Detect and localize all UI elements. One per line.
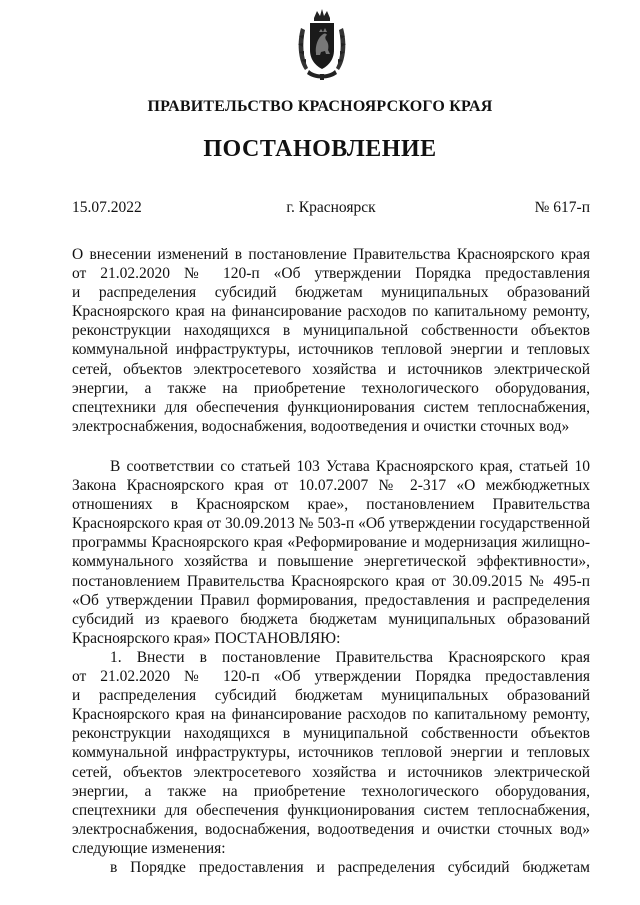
subject-line: коммунальной инфраструктуры, источников тепловой энергии и тепловых <box>72 341 590 359</box>
body-line: 1. Внести в постановление Правительства Красноярского края <box>110 648 590 666</box>
subject-line: и распределения субсидий бюджетам муниципальных образований <box>72 284 590 302</box>
body-line: субсидий из краевого бюджета бюджетам муниципальных образований <box>72 610 590 628</box>
body-line: программы Красноярского края «Реформирование и модернизация жилищно- <box>72 534 590 552</box>
subject-line: электроснабжения, водоснабжения, водоотведения и очистки сточных вод» <box>72 417 570 435</box>
body-line: Закона Красноярского края от 10.07.2007 № 2-317 «О межбюджетных <box>72 477 590 495</box>
subject-line: реконструкции находящихся в муниципальной собственности объектов <box>72 322 590 340</box>
body-line: В соответствии со статьей 103 Устава Красноярского края, статьей 10 <box>110 458 590 475</box>
body-line: спецтехники для обеспечения функционирования систем теплоснабжения, <box>72 801 590 819</box>
document-meta-row <box>72 199 590 219</box>
document-number: № 617-п <box>534 199 590 216</box>
body-line: в Порядке предоставления и распределения субсидий бюджетам <box>110 858 590 876</box>
body-line: энергии, а также на приобретение технологического оборудования, <box>72 782 590 800</box>
document-type-title: ПОСТАНОВЛЕНИЕ <box>203 136 437 162</box>
body-line: электроснабжения, водоснабжения, водоотведения и очистки сточных вод» <box>72 820 590 838</box>
document-date: 15.07.2022 <box>72 199 142 216</box>
resolution-body <box>72 457 590 877</box>
body-line: отношениях в Красноярском крае», постановлением Правительства <box>72 496 590 514</box>
subject-line: спецтехники для обеспечения функционирования систем теплоснабжения, <box>72 398 590 416</box>
body-line: «Об утверждении Правил формирования, предоставления и распределения <box>72 591 590 609</box>
body-line: и распределения субсидий бюджетам муниципальных образований <box>72 687 590 705</box>
body-line: Красноярского края от 30.09.2013 № 503-п «Об утверждении государственной <box>72 515 590 533</box>
subject-line: от 21.02.2020 № 120-п «Об утверждении Порядка предоставления <box>72 265 590 283</box>
government-title: ПРАВИТЕЛЬСТВО КРАСНОЯРСКОГО КРАЯ <box>147 98 493 115</box>
body-line: Красноярского края на финансирование расходов по капитальному ремонту, <box>72 706 590 724</box>
body-line: коммунального хозяйства и повышение энергетической эффективности», <box>72 553 590 571</box>
subject-line: сетей, объектов электросетевого хозяйства и источников электрической <box>72 360 590 378</box>
body-line: коммунальной инфраструктуры, источников тепловой энергии и тепловых <box>72 744 590 762</box>
coat-of-arms-icon <box>295 8 349 82</box>
body-line: Красноярского края» ПОСТАНОВЛЯЮ: <box>72 629 341 647</box>
document-city: г. Красноярск <box>286 199 376 216</box>
body-line: от 21.02.2020 № 120-п «Об утверждении Порядка предоставления <box>72 668 590 686</box>
subject-line: Красноярского края на финансирование расходов по капитальному ремонту, <box>72 303 590 321</box>
resolution-subject <box>72 245 590 436</box>
subject-line: О внесении изменений в постановление Правительства Красноярского края <box>72 246 590 263</box>
body-line: сетей, объектов электросетевого хозяйства и источников электрической <box>72 763 590 781</box>
body-line: следующие изменения: <box>72 839 226 857</box>
subject-line: энергии, а также на приобретение технологического оборудования, <box>72 379 590 397</box>
body-line: реконструкции находящихся в муниципальной собственности объектов <box>72 725 590 743</box>
body-line: постановлением Правительства Красноярского края от 30.09.2015 № 495-п <box>72 572 590 590</box>
